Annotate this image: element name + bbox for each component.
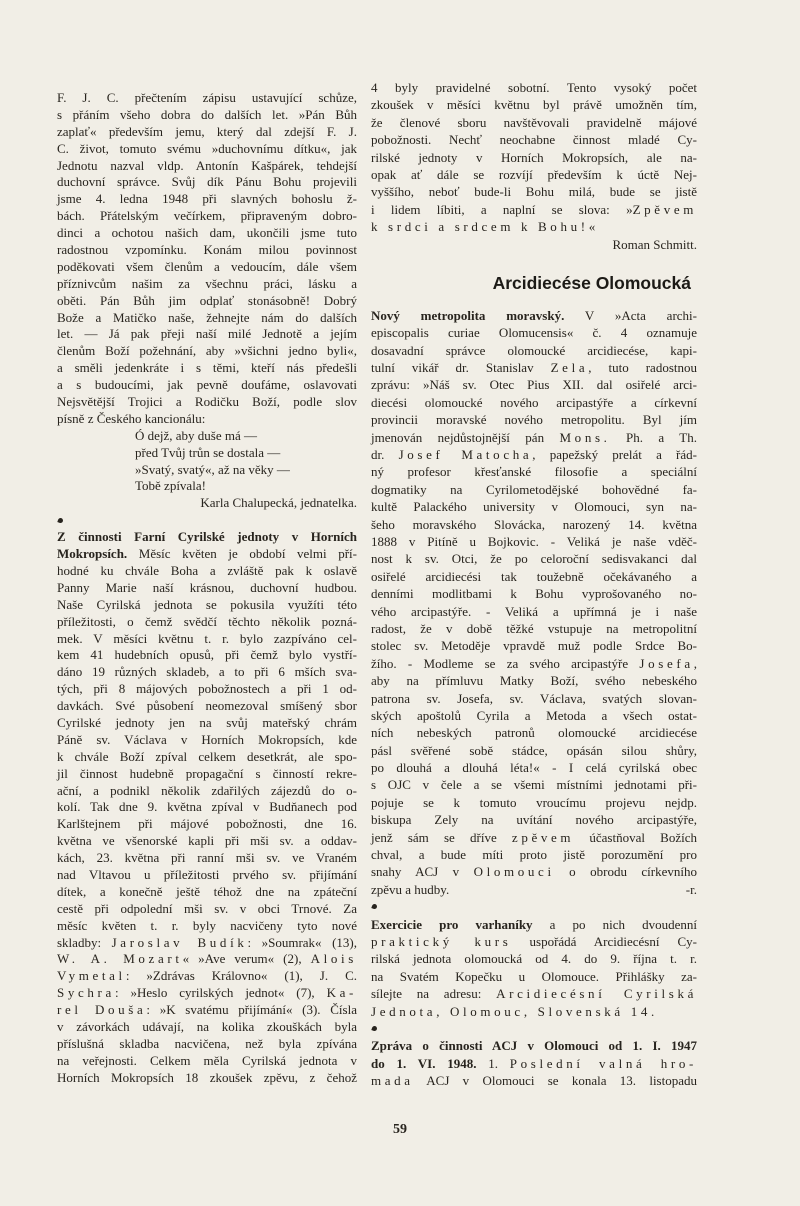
text-line xyxy=(57,985,357,1002)
paragraph xyxy=(371,307,697,898)
text-line xyxy=(371,429,697,446)
text-line: let. — Já pak přeji naší milé Jednotě a jejím xyxy=(57,326,357,342)
text-run: i lidem líbiti, a naplní se slova: » xyxy=(371,201,633,217)
text-line: členům Boží požehnání, aby »všichni jedno byli«, xyxy=(57,343,357,359)
text-line: radostnou vzpomínku. Konám milou povinnost xyxy=(57,242,357,258)
text-line: Cyrilské jednoty jen na svůj mateřský chrám xyxy=(57,714,357,730)
paragraph xyxy=(371,1037,697,1089)
text-run: zpěvu a hudby. xyxy=(371,881,450,897)
text-run: a po nich dvoudenní xyxy=(532,916,697,932)
text-line: dáno 19 různých skladeb, a to při 6 mších sva- xyxy=(57,664,357,680)
text-line: kultě Palackého university v Olomouci, syn na- xyxy=(371,499,697,515)
spaced-run: Olomouci xyxy=(473,864,555,880)
section-heading: Arcidiecése Olomoucká xyxy=(492,272,691,293)
text-line: ný profesor křesťanské filosofie a speciální xyxy=(371,464,697,480)
spaced-run: zpěvem xyxy=(511,829,575,845)
text-run: : »Soumrak« (13), xyxy=(247,934,357,950)
paragraph xyxy=(57,529,357,1086)
spaced-run: Ka- xyxy=(326,985,357,1001)
text-line xyxy=(57,529,357,546)
text-line: s přáním všeho dobra do dalších let. »Pán Bůh xyxy=(57,106,357,122)
text-line: diecési olomoucké nového arcipastýře a církevní xyxy=(371,394,697,410)
text-line: provincii moravské nového metropolitu. Byl jím xyxy=(371,412,697,428)
text-run: jmenován nejdůstojnější pán xyxy=(371,429,560,445)
bold-run: Mokropsích. xyxy=(57,546,128,562)
text-line: nost k sv. Otci, že po celoroční sedisvakanci dal xyxy=(371,551,697,567)
text-line: k chvále Boží zpíval celkem desetkrát, ale spo- xyxy=(57,748,357,764)
text-line: denními modlitbami k Bohu vyprošovaného no- xyxy=(371,586,697,602)
text-run: jenž sám se dříve xyxy=(371,829,512,845)
text-line: jsme 4. ledna 1948 při slavných bohoslu ž- xyxy=(57,191,357,207)
text-line xyxy=(371,985,697,1002)
bullet-ornament-icon xyxy=(371,1025,377,1031)
text-line: Páně sv. Václava v Horních Mokropsích, kde xyxy=(57,731,357,747)
spaced-run: Sychra xyxy=(57,985,115,1001)
text-line: Nejsvětější Trojici a Rodičku Boží, podle slov xyxy=(57,394,357,410)
text-line: vyššího, neboť bude-li Bohu milá, bude se jistě xyxy=(371,184,697,200)
text-line: Ó dejž, aby duše má — xyxy=(135,427,258,443)
spaced-run: Zela xyxy=(550,360,589,376)
text-line: tých, při 8 májových pobožnostech a při 1 od- xyxy=(57,681,357,697)
text-line: C. život, tomuto svému »duchovnímu dítku«, jak xyxy=(57,140,357,156)
spaced-run: W. A. Mozart xyxy=(57,951,183,967)
text-line: rilská jednota olomoucká od 4. do 9. října t. r. xyxy=(371,951,697,967)
text-line: stolec sv. Metoděje vpravdě muž podle Srdce Bo- xyxy=(371,638,697,654)
bold-run: Z činnosti Farní Cyrilské jednoty v Horních xyxy=(57,529,357,545)
text-line: před Tvůj trůn se dostala — xyxy=(135,444,281,460)
text-run: sílejte na adresu: xyxy=(371,986,497,1002)
text-line: kolí. Tak dne 9. května zpíval v Budňanech pod xyxy=(57,799,357,815)
bold-run: Nový metropolita moravský. xyxy=(371,307,565,323)
text-line: Naše Cyrilská jednota se pokusila využíti této xyxy=(57,596,357,612)
spaced-run: rel Douša xyxy=(57,1002,147,1018)
text-run: skladby: xyxy=(57,934,112,950)
spaced-run: k srdci a srdcem k Bohu!« xyxy=(371,219,599,235)
text-line xyxy=(371,863,697,880)
text-line: zkoušek v měsíci květnu byl právě umožněn tím, xyxy=(371,97,697,113)
text-run: 1. xyxy=(476,1055,510,1071)
text-line: pojuje se k tomuto vroucímu projevu nejdp. xyxy=(371,794,697,810)
text-run: : »K svatému přijímání« (3). Čísla xyxy=(146,1002,357,1018)
text-line xyxy=(371,1003,697,1020)
spaced-run: Jednota, Olomouc, Slovenská 14. xyxy=(371,1003,658,1019)
text-line: vého arcipastýře. - Veliká a upřímná je i naše xyxy=(371,603,697,619)
text-line: a směli jedenkráte i s těmi, kteří nás předešli xyxy=(57,360,357,376)
text-line: Karlštejnem při májové pobožnosti, dne 16. xyxy=(57,816,357,832)
text-line xyxy=(371,446,697,463)
text-line: pásl svěřené sobě stádce, opásán silou shůry, xyxy=(371,742,697,758)
text-line xyxy=(371,916,697,933)
spaced-run: Arcidiecésní Cyrilská xyxy=(496,986,698,1002)
text-line: kem 41 hudebních opusů, při čemž bylo vystří- xyxy=(57,647,357,663)
text-line: Panny Marie naší krásnou, duchovní hudbou. xyxy=(57,579,357,595)
text-run: tulní vikář dr. Stanislav xyxy=(371,360,551,376)
text-run: « »Ave verum« (2), xyxy=(182,951,311,967)
section-divider xyxy=(57,512,357,529)
text-line: jil činnost hudebně propagační s činností rekre- xyxy=(57,765,357,781)
text-line: osiřelé arcidiecési tak toužebně očekávaného a xyxy=(371,568,697,584)
text-run: účastňoval Božích xyxy=(574,829,697,845)
poem xyxy=(57,428,357,496)
text-line: Karla Chalupecká, jednatelka. xyxy=(200,495,357,511)
text-line: F. J. C. přečtením zápisu ustavující schůze, xyxy=(57,90,357,105)
text-run: -r. xyxy=(685,881,697,897)
text-line: na Svatém Kopečku u Olomouce. Přihlášky za- xyxy=(371,968,697,984)
bullet-ornament-icon xyxy=(371,903,377,909)
bold-run: Zpráva o činnosti ACJ v Olomouci od 1. I. 1947 xyxy=(371,1038,697,1054)
text-run: V »Acta archi- xyxy=(564,307,697,323)
signature xyxy=(57,495,357,512)
text-run: dr. xyxy=(371,447,399,463)
text-line: příležitosti, o čemž svědčí těchto několik pozná- xyxy=(57,613,357,629)
spaced-run: mada xyxy=(371,1073,414,1089)
text-run: uspořádá Arcidiecésní Cy- xyxy=(511,933,697,949)
text-line xyxy=(371,933,697,950)
text-line xyxy=(371,359,697,376)
text-line xyxy=(371,218,697,235)
text-line: písně z Českého kancionálu: xyxy=(57,410,206,426)
text-line xyxy=(57,935,357,952)
text-line: Horních Mokropsích 18 zkoušek zpěvu, z čehož xyxy=(57,1069,357,1085)
left-column xyxy=(57,90,357,1087)
text-line: rilské jednoty v Horních Mokropsích, ale na- xyxy=(371,149,697,165)
text-line xyxy=(57,951,357,968)
text-line: Tobě zpívala! xyxy=(135,478,206,494)
text-run: Ph. a Th. xyxy=(610,429,697,445)
text-line xyxy=(57,968,357,985)
spaced-run: Vymetal xyxy=(57,968,126,984)
text-line: dogmatiky na Cyrilometodějské bohovědné fa- xyxy=(371,481,697,497)
spaced-run: Poslední valná hro- xyxy=(509,1055,697,1071)
text-line: zprávu: »Náš sv. Otec Pius XII. dal osiřelé arci- xyxy=(371,377,697,393)
text-line: ních nebeských patronů olomoucké arcidiecése xyxy=(371,725,697,741)
text-line: hodné ku chvále Boha a zvláště pak k oslavě xyxy=(57,562,357,578)
text-line: ační, a podnikl několik zdařilých zájezdů do o- xyxy=(57,782,357,798)
text-run: , papežský prelát a řád- xyxy=(532,447,697,463)
text-line: Bože a Matičko naše, žehnejte nám do dalších xyxy=(57,309,357,325)
text-line: oběti. Pán Bůh jim odplať stonásobně! Dobrý xyxy=(57,292,357,308)
section-divider xyxy=(371,1020,697,1037)
text-line xyxy=(371,307,697,324)
text-line: na veřejnosti. Celkem měla Cyrilská jednota v xyxy=(57,1052,357,1068)
text-line xyxy=(371,829,697,846)
text-line: chval, a bude míti proto jistě porozumění pro xyxy=(371,847,697,863)
text-line: nad Vltavou u příležitosti prvého sv. přijímání xyxy=(57,866,357,882)
text-line: duchovní správce. Svůj dík Pánu Bohu projevili xyxy=(57,174,357,190)
text-run: , xyxy=(693,655,697,671)
text-line xyxy=(57,546,357,563)
text-line: cestě při odpolední mši sv. v obci Trnové. Za xyxy=(57,900,357,916)
text-line: mek. V měsíci květnu t. r. bylo zazpíváno cel- xyxy=(57,630,357,646)
section-divider xyxy=(371,898,697,915)
text-run: žího. - Modleme se za svého arcipastýře xyxy=(371,655,640,671)
text-run: snahy ACJ v xyxy=(371,864,474,880)
spaced-run: Zpěvem xyxy=(632,201,697,217)
text-line: davkách. Své působení neomezoval smíšený sbor xyxy=(57,698,357,714)
spaced-run: Alois xyxy=(310,951,358,967)
text-line: 4 byly pravidelné sobotní. Tento vysoký počet xyxy=(371,80,697,95)
text-run: o obrodu církevního xyxy=(554,864,697,880)
spaced-run: Josef Matocha xyxy=(398,447,533,463)
signature xyxy=(371,236,697,253)
text-line: 1888 v Pitíně u Bojkovic. - Veliká je naše vděč- xyxy=(371,533,697,549)
paragraph xyxy=(371,79,697,236)
bold-run: do 1. VI. 1948. xyxy=(371,1055,477,1071)
text-line: pobožnosti. Nechť neochabne činnost mladé Cy- xyxy=(371,132,697,148)
text-line: episcopalis curiae Olomucensis« č. 4 oznamuje xyxy=(371,325,697,341)
text-line: příznivcům našim za všechnu práci, lásku a xyxy=(57,275,357,291)
text-line: v závorkách udávají, na kolika zkouškách byla xyxy=(57,1018,357,1034)
text-line: Roman Schmitt. xyxy=(612,236,697,252)
text-run: Měsíc květen je období velmi pří- xyxy=(127,546,357,562)
text-line: poděkovati všem členům a vedoucím, dále všem xyxy=(57,258,357,274)
paragraph xyxy=(57,90,357,428)
text-line xyxy=(371,201,697,218)
spaced-run: Josefa xyxy=(639,655,694,671)
text-line xyxy=(371,1037,697,1054)
text-line: dosavadní správce olomoucké arcidiecése, kapi- xyxy=(371,342,697,358)
text-line: s OJC v čele a se všemi místními jednotami při- xyxy=(371,777,697,793)
text-line: zaplať« především jemu, který dal zdejší F. J. xyxy=(57,123,357,139)
text-line: po dlouhá a dlouhá léta!« - I celá cyrilská obec xyxy=(371,760,697,776)
text-line: příslušná skladba nacvičena, než byla zpívána xyxy=(57,1035,357,1051)
text-run: ACJ v Olomouci se konala 13. listopadu xyxy=(413,1073,697,1089)
text-line: biskupa Zely na uvítání nového arcipastýře, xyxy=(371,812,697,828)
text-line: bách. Přátelským večírkem, připraveným dobro- xyxy=(57,208,357,224)
text-line: kách, 23. května při ranní mši sv. ve Vraném xyxy=(57,850,357,866)
text-line xyxy=(371,1072,697,1089)
text-line xyxy=(371,1055,697,1072)
text-line xyxy=(57,1002,357,1019)
text-line: a s budoucími, jak pevně doufáme, oslavovati xyxy=(57,377,357,393)
text-run: : »Zdrávas Královno« (1), J. C. xyxy=(125,968,357,984)
text-run: , tuto radostnou xyxy=(588,360,697,376)
text-line: dinci a ochotou našich dam, ukončili jsme tuto xyxy=(57,225,357,241)
text-line: měsíc květen t. r. byly nacvičeny tyto nové xyxy=(57,917,357,933)
text-line: aby na přímluvu Matky Boží, svého nebeského xyxy=(371,673,697,689)
bullet-ornament-icon xyxy=(57,518,63,524)
text-line: šeho moravského Slovácka, narozený 14. května xyxy=(371,516,697,532)
text-line: Jednotu nazval vldp. Antonín Kašpárek, tehdejší xyxy=(57,157,357,173)
page-number: 59 xyxy=(393,1122,407,1137)
bold-run: Exercicie pro varhaníky xyxy=(371,916,533,932)
right-column xyxy=(371,79,697,1089)
text-run: : »Heslo cyrilských jednot« (7), xyxy=(114,985,327,1001)
spaced-run: Jaroslav Budík xyxy=(111,934,248,950)
text-line: ských apoštolů Cyrila a Metoda a všech ostat- xyxy=(371,707,697,723)
text-line: opak ať dále se rozvíjí především k úctě Nej- xyxy=(371,166,697,182)
text-line: »Svatý, svatý«, až na věky — xyxy=(135,461,290,477)
text-line xyxy=(371,881,697,898)
text-line: května ve všenorské kapli při mši sv. a oddav- xyxy=(57,833,357,849)
text-line: dítek, a konečně ještě téhož dne na zpáteční xyxy=(57,883,357,899)
text-line xyxy=(371,655,697,672)
text-line: že členové sboru navštěvovali pravidelně májové xyxy=(371,114,697,130)
spaced-run: praktický kurs xyxy=(371,933,512,949)
text-line: patrona sv. Josefa, sv. Václava, svatých slovan- xyxy=(371,690,697,706)
text-line: radost, že v době těžké vstupuje na metropolitní xyxy=(371,620,697,636)
paragraph xyxy=(371,916,697,1020)
spaced-run: Mons. xyxy=(559,429,611,445)
